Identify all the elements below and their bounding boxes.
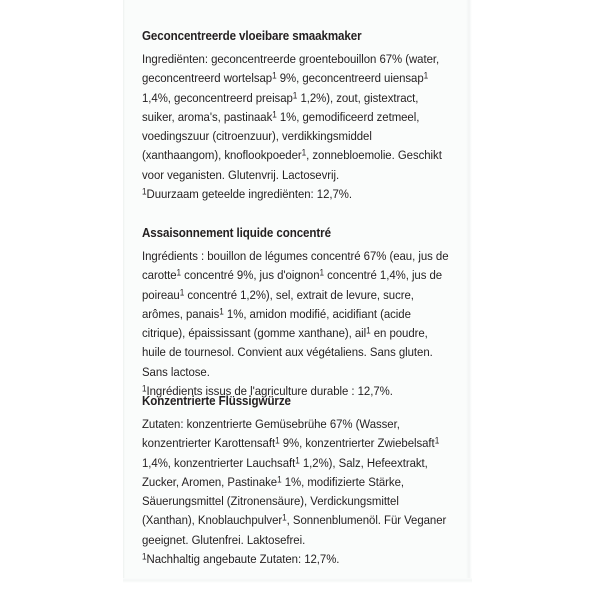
ingredients-section-nl bbox=[142, 28, 454, 204]
footnote-fr: $^1$Ingrédients issus de l'agriculture durable : 12,7%. bbox=[142, 383, 393, 399]
ingredients-text-fr: Ingrédients : bouillon de légumes concentré 67% (eau, jus de carotte$^1$ concentré 9%, jus d'oignon$^1$ concentré 1,4%, jus de poireau$^1$ concentré 1,2%), sel, extrait de levure, sucre, arômes, panais$^1$ 1%, amidon modifié, acidifiant (acide citrique), épaississant (gomme xanthane), ail$^1$ en poudre, huile de tournesol. Convient aux végétaliens. Sans gluten. Sans lactose. bbox=[142, 249, 449, 379]
ingredients-section-de bbox=[142, 393, 454, 569]
footnote-de: $^1$Nachhaltig angebaute Zutaten: 12,7%. bbox=[142, 551, 340, 567]
section-heading-fr: Assaisonnement liquide concentré bbox=[142, 226, 331, 240]
section-heading-nl: Geconcentreerde vloeibare smaakmaker bbox=[142, 29, 362, 43]
ingredients-text-de: Zutaten: konzentrierte Gemüsebrühe 67% (Wasser, konzentrierter Karottensaft$^1$ 9%, konzentrierter Zwiebelsaft$^1$ 1,4%, konzentrierter Lauchsaft$^1$ 1,2%), Salz, Hefeextrakt, Zucker, Aromen, Pastinake$^1$ 1%, modifizierte Stärke, Säuerungsmittel (Zitronensäure), Verdickungsmittel (Xanthan), Knoblauchpulver$^1$, Sonnenblumenöl. Für Veganer geeignet. Glutenfrei. Laktosefrei. bbox=[142, 417, 447, 547]
panel-right-edge bbox=[466, 0, 472, 582]
ingredients-text-nl: Ingrediënten: geconcentreerde groentebouillon 67% (water, geconcentreerd wortelsap$^1$ 9%, geconcentreerd uiensap$^1$ 1,4%, geconcentreerd preisap$^1$ 1,2%), zout, gistextract, suiker, aroma's, pastinaak$^1$ 1%, gemodificeerd zetmeel, voedingszuur (citroenzuur), verdikkingsmiddel (xanthaangom), knoflookpoeder$^1$, zonnebloemolie. Geschikt voor veganisten. Glutenvrij. Lactosevrij. bbox=[142, 52, 442, 182]
ingredients-section-fr bbox=[142, 225, 454, 401]
section-body-de bbox=[142, 415, 454, 569]
panel-left-edge bbox=[123, 0, 125, 582]
footnote-nl: $^1$Duurzaam geteelde ingrediënten: 12,7%. bbox=[142, 186, 353, 202]
section-body-nl bbox=[142, 50, 454, 204]
panel-bottom-edge bbox=[123, 578, 472, 583]
section-body-fr bbox=[142, 247, 454, 401]
section-heading-de: Konzentrierte Flüssigwürze bbox=[142, 394, 291, 408]
